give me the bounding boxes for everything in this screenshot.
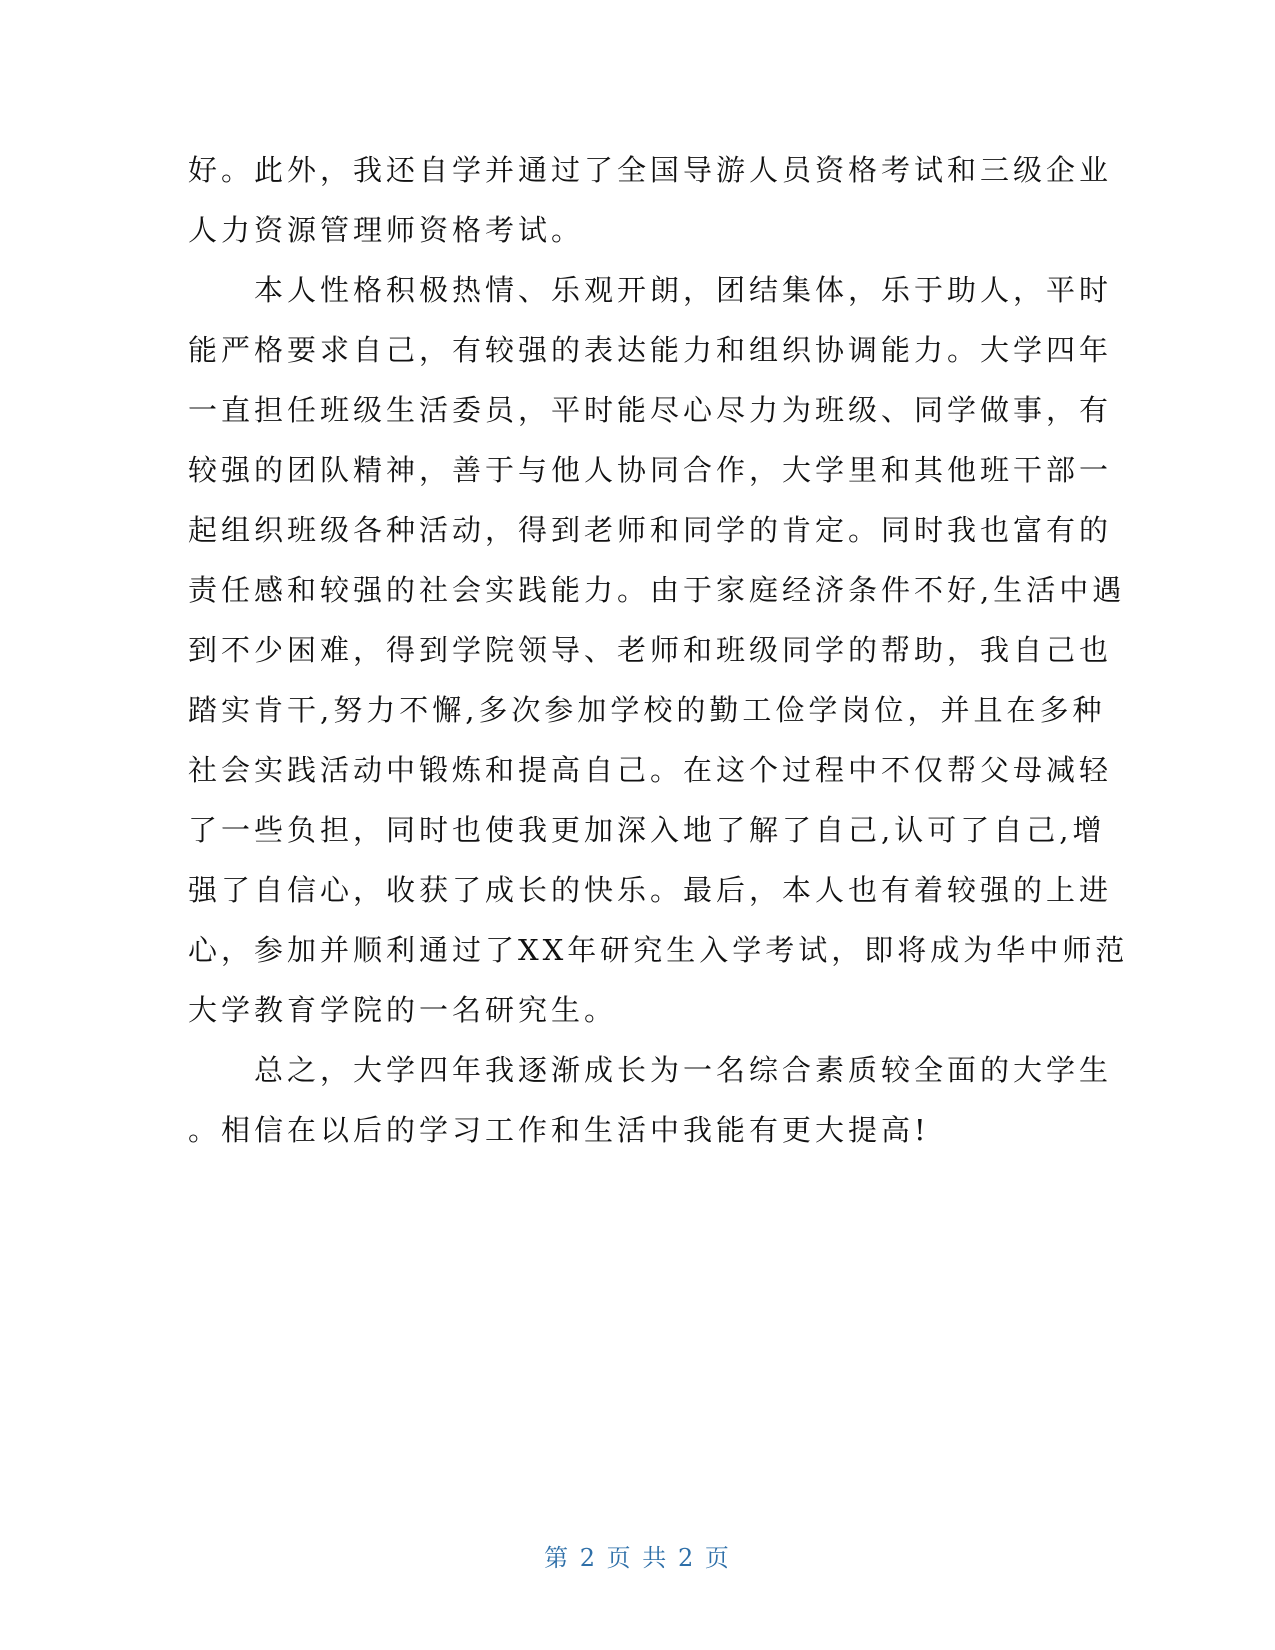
text-line: 一直担任班级生活委员，平时能尽心尽力为班级、同学做事，有 — [188, 393, 1113, 427]
text-line: 大学教育学院的一名研究生。 — [188, 993, 618, 1027]
text-line: 能严格要求自己，有较强的表达能力和组织协调能力。大学四年 — [188, 333, 1113, 367]
body-text — [188, 140, 1129, 1160]
text-line: 了一些负担，同时也使我更加深入地了解了自己,认可了自己,增 — [188, 813, 1106, 847]
text-line: 到不少困难，得到学院领导、老师和班级同学的帮助，我自己也 — [188, 633, 1113, 667]
text-line: 好。此外，我还自学并通过了全国导游人员资格考试和三级企业 — [188, 153, 1113, 187]
text-line: 社会实践活动中锻炼和提高自己。在这个过程中不仅帮父母减轻 — [188, 753, 1113, 787]
page-footer: 第 2 页 共 2 页 — [544, 1544, 731, 1572]
text-line: 强了自信心，收获了成长的快乐。最后，本人也有着较强的上进 — [188, 873, 1113, 907]
text-line: 起组织班级各种活动，得到老师和同学的肯定。同时我也富有的 — [188, 513, 1113, 547]
text-line: 。相信在以后的学习工作和生活中我能有更大提高! — [188, 1113, 930, 1147]
text-line: 较强的团队精神，善于与他人协同合作，大学里和其他班干部一 — [188, 453, 1113, 487]
text-line: 心，参加并顺利通过了XX年研究生入学考试，即将成为华中师范 — [188, 933, 1129, 967]
text-line: 责任感和较强的社会实践能力。由于家庭经济条件不好,生活中遇 — [188, 573, 1126, 607]
text-line: 总之，大学四年我逐渐成长为一名综合素质较全面的大学生 — [188, 1053, 1113, 1087]
text-line: 人力资源管理师资格考试。 — [188, 213, 585, 247]
text-line: 踏实肯干,努力不懈,多次参加学校的勤工俭学岗位，并且在多种 — [188, 693, 1106, 727]
text-line: 本人性格积极热情、乐观开朗，团结集体，乐于助人，平时 — [188, 273, 1113, 307]
